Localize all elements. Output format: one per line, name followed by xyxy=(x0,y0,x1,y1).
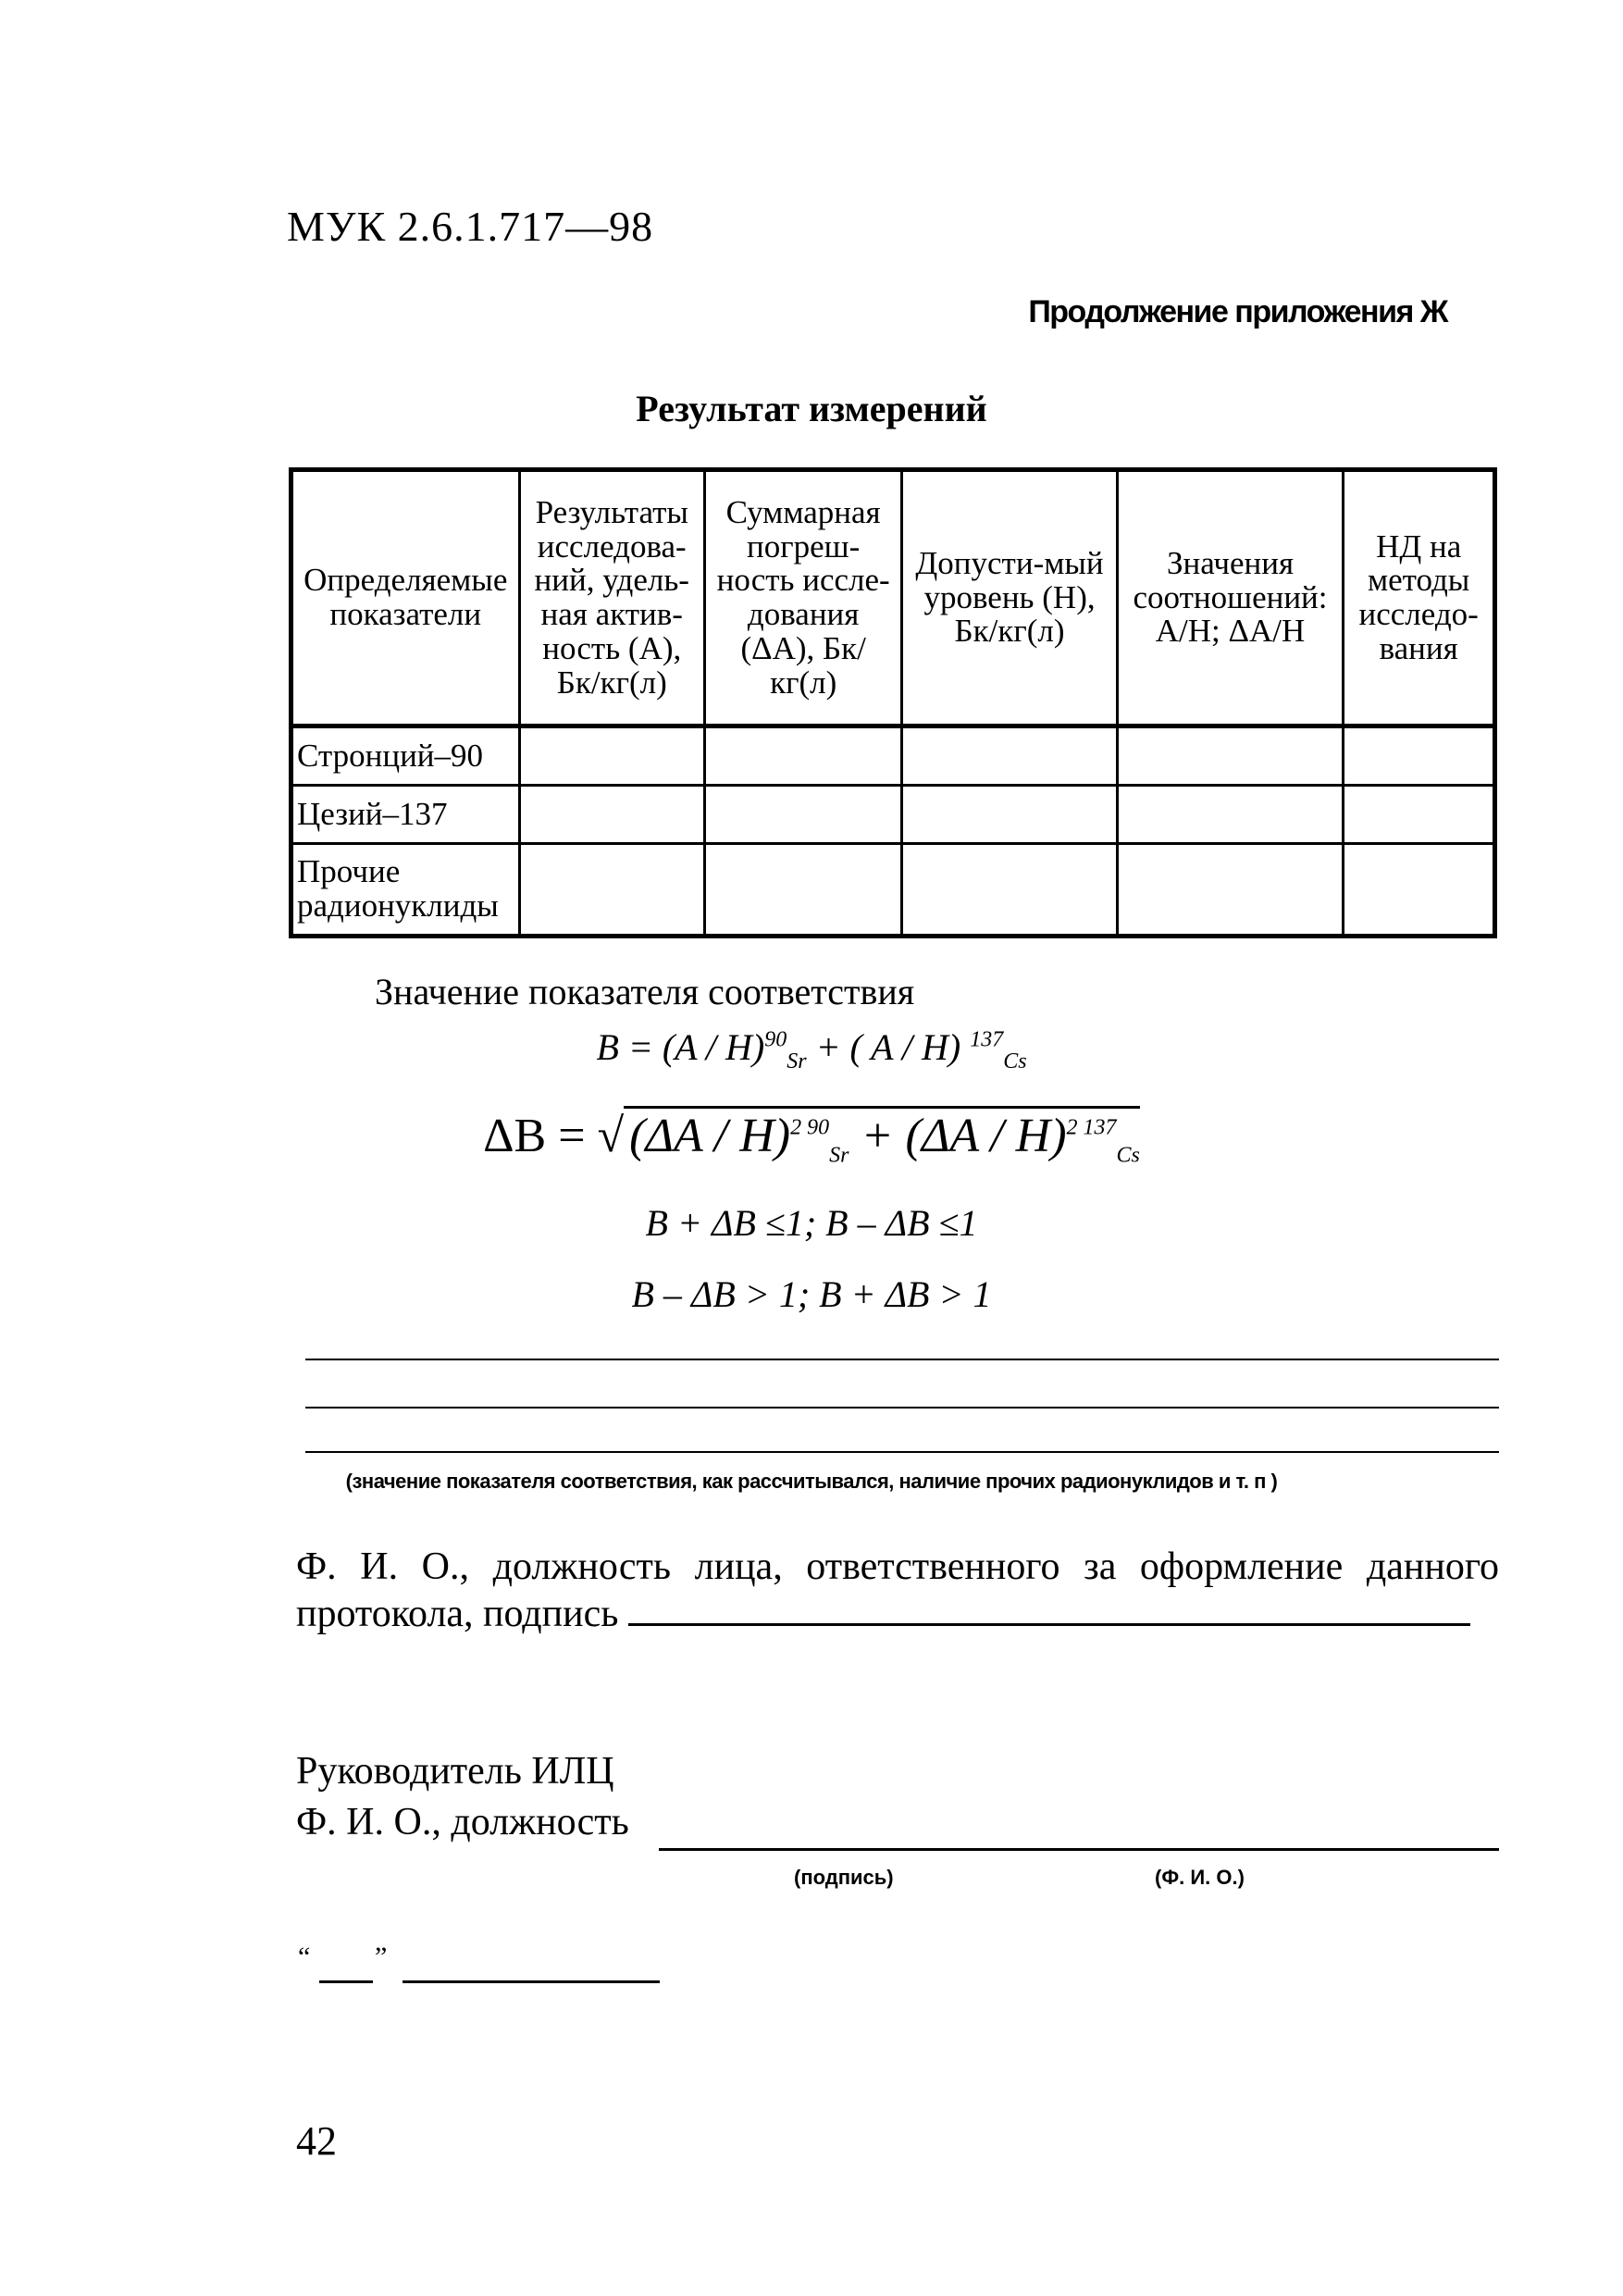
fio-caption: (Ф. И. О.) xyxy=(1155,1866,1245,1889)
table-cell xyxy=(1344,786,1495,844)
header-indicators: Определяемые показатели xyxy=(291,470,520,726)
blank-line-1 xyxy=(305,1359,1499,1360)
header-methods: НД на методы исследо-вания xyxy=(1344,470,1495,726)
formula-db-sup-sr: 2 90 xyxy=(790,1115,830,1140)
table-cell xyxy=(519,786,704,844)
table-row xyxy=(291,726,1495,786)
row-strontium-label: Стронций–90 xyxy=(291,726,520,786)
table-cell xyxy=(519,726,704,786)
lab-head-title: Руководитель ИЛЦ xyxy=(296,1750,614,1793)
blank-line-3 xyxy=(305,1451,1499,1453)
formula-b-lhs: B = (A / H) xyxy=(596,1026,765,1068)
table-cell xyxy=(902,786,1117,844)
date-quote-open: “ xyxy=(298,1942,311,1972)
table-cell xyxy=(705,786,902,844)
measurement-results-table xyxy=(289,467,1497,938)
formula-db-sup-cs: 2 137 xyxy=(1066,1115,1117,1140)
table-title: Результат измерений xyxy=(636,388,987,429)
table-cell xyxy=(1117,844,1344,937)
table-cell xyxy=(1344,726,1495,786)
header-ratios: Значения соотношений: А/Н; ΔA/Н xyxy=(1117,470,1344,726)
formula-delta-b xyxy=(0,1106,1623,1168)
table-row xyxy=(291,844,1495,937)
table-cell xyxy=(519,844,704,937)
table-cell xyxy=(705,844,902,937)
date-day-line xyxy=(319,1980,373,1983)
compliance-index-label: Значение показателя соответствия xyxy=(375,971,915,1012)
date-quote-close: ” xyxy=(375,1942,388,1972)
formula-b-sub-cs: Cs xyxy=(1003,1049,1027,1074)
table-cell xyxy=(1117,786,1344,844)
formula-b-mid: + ( A / H) xyxy=(806,1026,971,1068)
document-code: МУК 2.6.1.717—98 xyxy=(287,203,654,250)
responsible-person-block xyxy=(296,1544,1499,1638)
formula-db-sub-cs: Cs xyxy=(1116,1143,1140,1168)
header-activity: Результаты исследова-ний, удель-ная актив-ность (А), Бк/кг(л) xyxy=(519,470,704,726)
responsible-signature-line xyxy=(628,1595,1470,1626)
formula-b-sub-sr: Sr xyxy=(787,1049,807,1074)
formula-b-sup-cs: 137 xyxy=(970,1027,1004,1052)
square-root-icon: √ xyxy=(597,1110,625,1162)
appendix-continuation-note: Продолжение приложения Ж xyxy=(1028,294,1447,329)
formula-db-sub-sr: Sr xyxy=(829,1143,849,1168)
responsible-person-text: Ф. И. О., должность лица, ответственного за оформление данного протокола, подпись xyxy=(296,1545,1499,1636)
header-error: Суммарная погреш-ность иссле-дования (ΔA), Бк/кг(л) xyxy=(705,470,902,726)
lab-head-signature-line xyxy=(659,1848,1499,1851)
signature-caption: (подпись) xyxy=(794,1866,894,1889)
table-cell xyxy=(902,844,1117,937)
row-other-radionuclides-label: Прочие радионуклиды xyxy=(291,844,520,937)
table-cell xyxy=(902,726,1117,786)
formula-b-sup-sr: 90 xyxy=(764,1027,787,1052)
compliance-condition-2: B – ΔB > 1; B + ΔB > 1 xyxy=(631,1273,992,1315)
blank-lines-caption: (значение показателя соответствия, как рассчитывался, наличие прочих радионуклидов и т. п ) xyxy=(345,1470,1278,1493)
table-cell xyxy=(1117,726,1344,786)
formula-b xyxy=(0,1025,1623,1074)
table-cell xyxy=(705,726,902,786)
compliance-condition-1: B + ΔB ≤1; B – ΔB ≤1 xyxy=(645,1202,978,1244)
formula-db-part1: (ΔA / H) xyxy=(629,1110,791,1162)
blank-line-2 xyxy=(305,1407,1499,1409)
lab-head-fio-label: Ф. И. О., должность xyxy=(296,1801,629,1843)
date-month-year-line xyxy=(403,1980,660,1983)
formula-db-lhs: ΔB = xyxy=(483,1110,598,1162)
formula-db-radicand xyxy=(624,1106,1140,1168)
table-row xyxy=(291,786,1495,844)
header-permissible-level: Допусти-мый уровень (Н), Бк/кг(л) xyxy=(902,470,1117,726)
page-number: 42 xyxy=(296,2118,337,2164)
table-header-row xyxy=(291,470,1495,726)
formula-db-mid: + (ΔA / H) xyxy=(849,1110,1067,1162)
row-cesium-label: Цезий–137 xyxy=(291,786,520,844)
table-cell xyxy=(1344,844,1495,937)
